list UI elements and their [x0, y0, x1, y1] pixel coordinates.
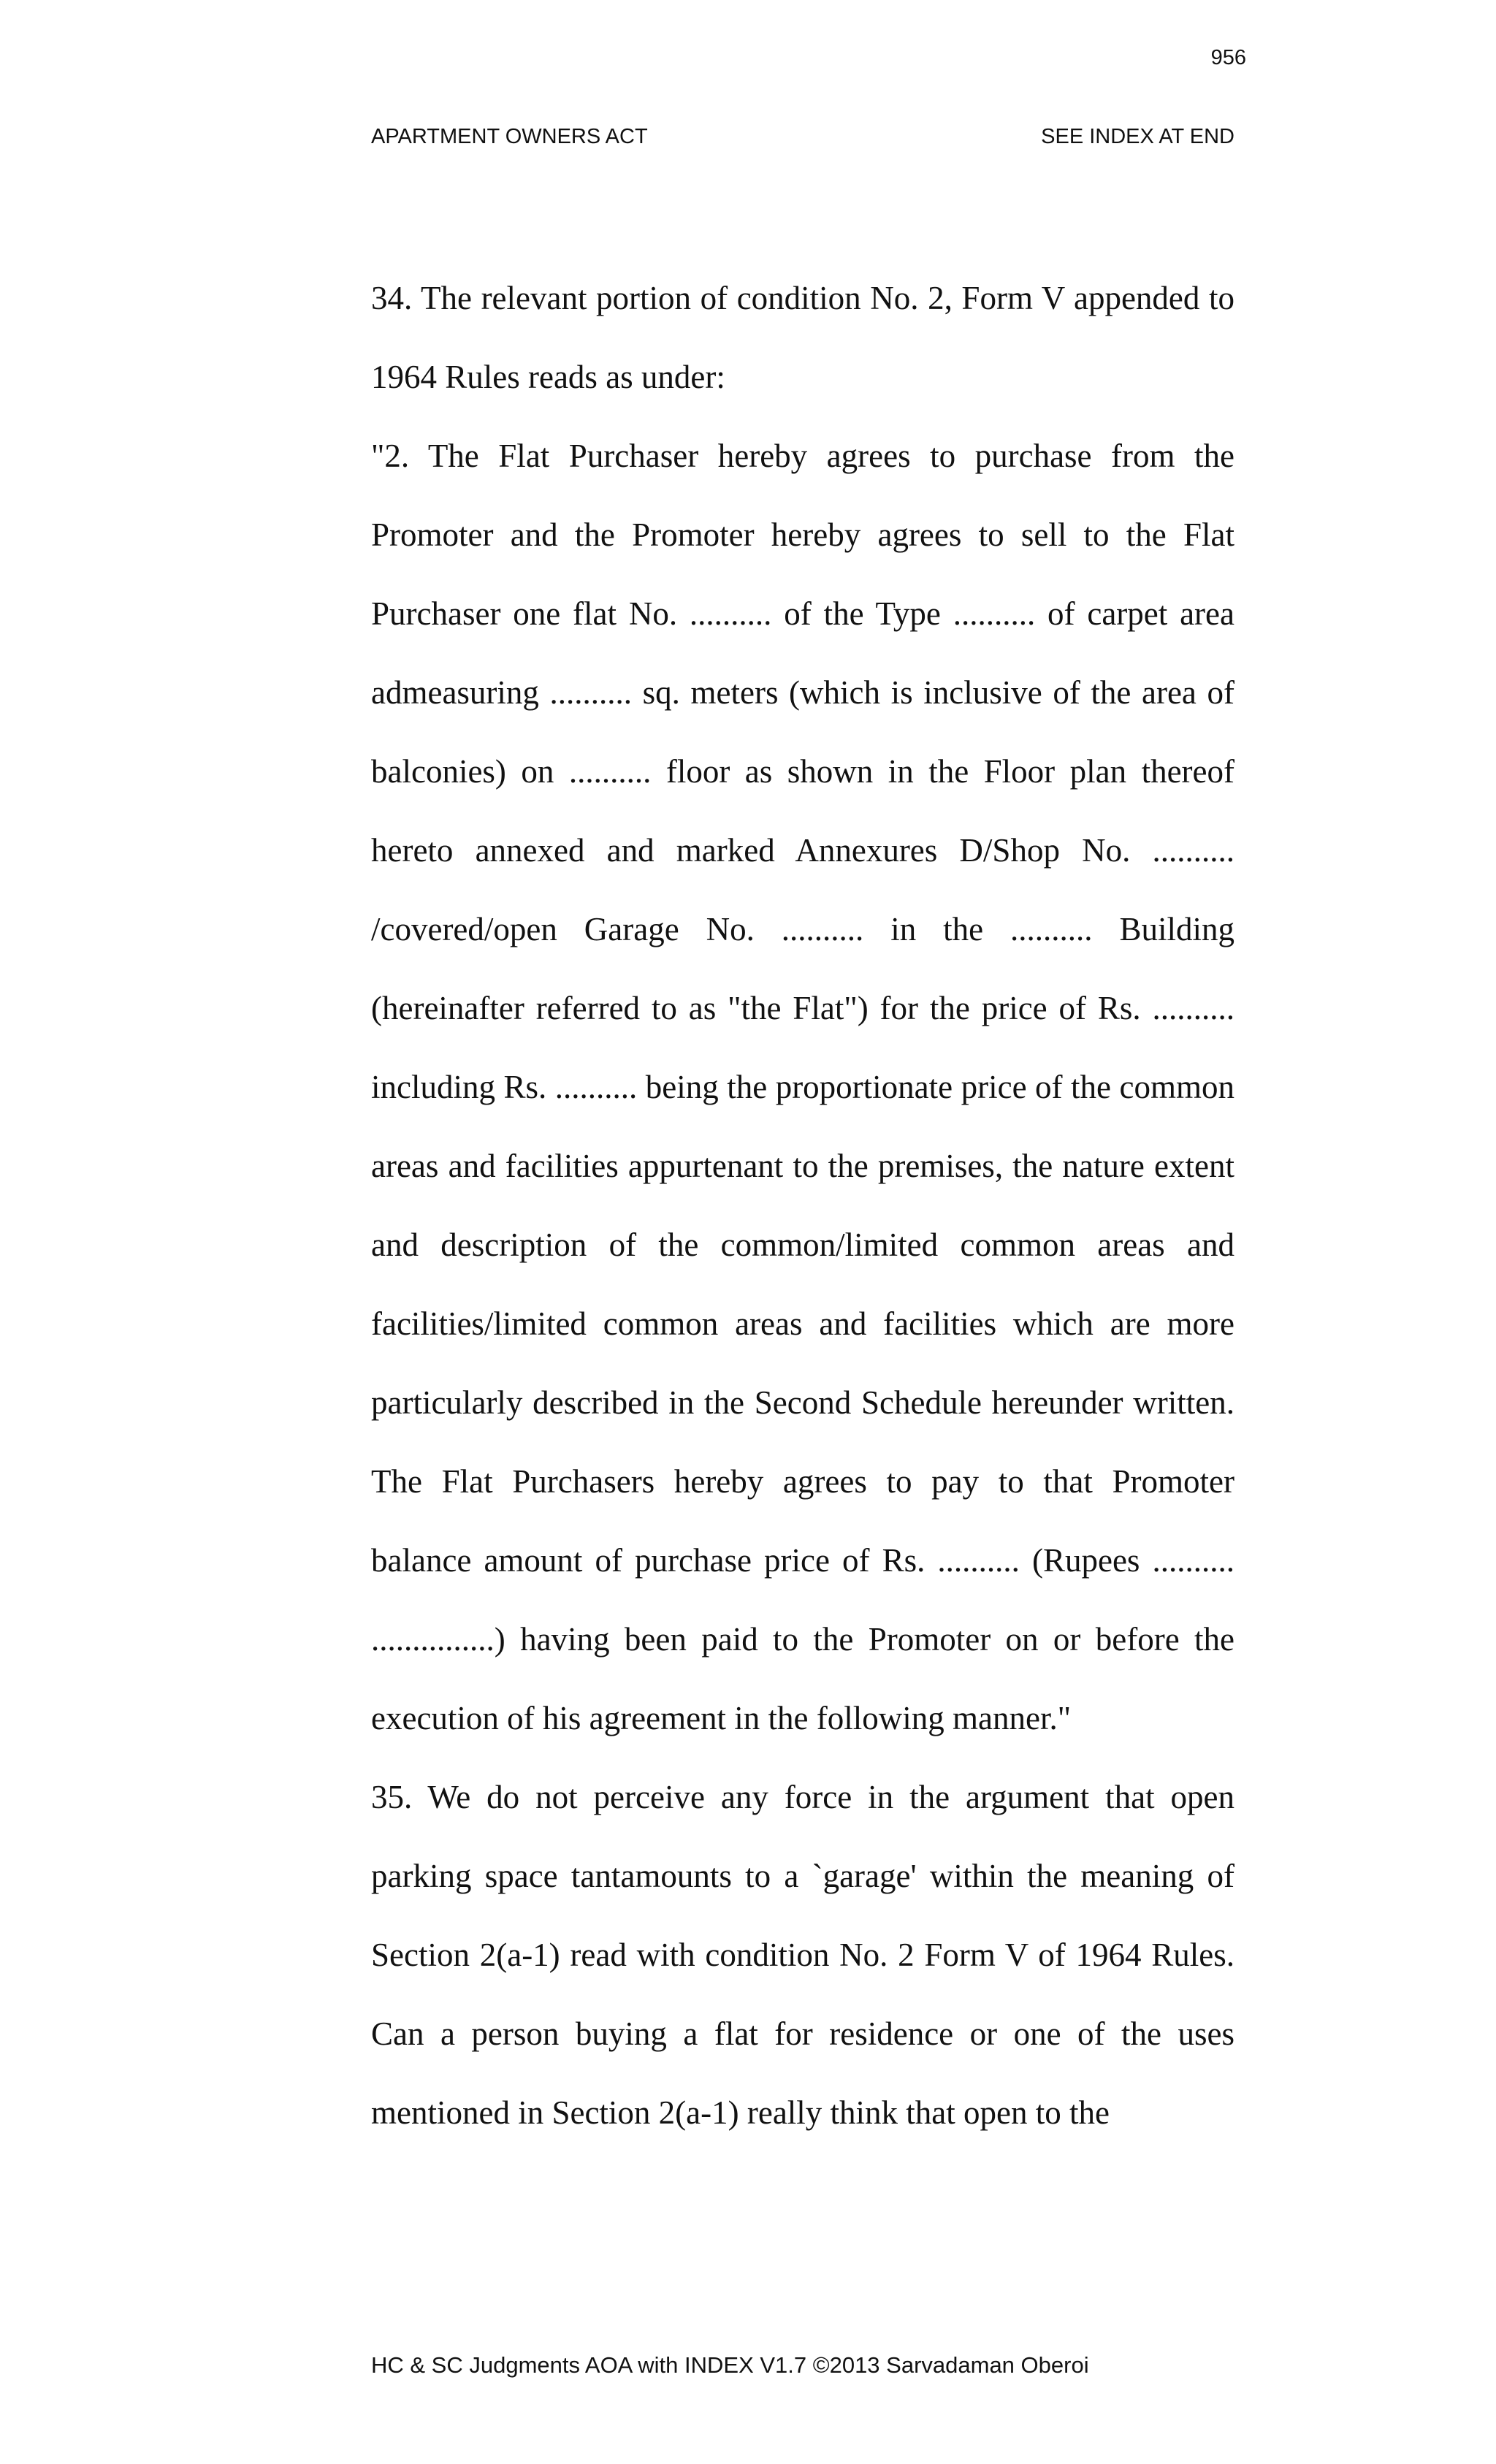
- paragraph-35: 35. We do not perceive any force in the argument that open parking space tantamounts to a `garage' within the meaning of Section 2(a-1) read with condition No. 2 Form V of 1964 Rules. Can a person buying a flat for residence or one of the uses mentioned in Section 2(a-1) really think that open to the: [371, 1779, 1234, 2131]
- running-header-title: APARTMENT OWNERS ACT: [371, 125, 648, 148]
- quoted-condition-2: "2. The Flat Purchaser hereby agrees to purchase from the Promoter and the Promoter hereby agrees to sell to the Flat Purchaser one flat No. .......... of the Type .......... of carpet area admeasuring .......... sq. meters (which is inclusive of the area of balconies) on .......... floor as shown in the Floor plan thereof hereto annexed and marked Annexures D/Shop No. .......... /covered/open Garage No. .......... in the .......... Building (hereinafter referred to as "the Flat") for the price of Rs. .......... including Rs. .......... being the proportionate price of the common areas and facilities appurtenant to the premises, the nature extent and description of the common/limited common areas and facilities/limited common areas and facilities which are more particularly described in the Second Schedule hereunder written. The Flat Purchasers hereby agrees to pay to that Promoter balance amount of purchase price of Rs. .......... (Rupees .......... ...............) having been paid to the Promoter on or before the execution of his agreement in the following manner.": [371, 438, 1234, 1736]
- paragraph-34: 34. The relevant portion of condition No. 2, Form V appended to 1964 Rules reads as under:: [371, 280, 1234, 395]
- page-footer: HC & SC Judgments AOA with INDEX V1.7 ©2013 Sarvadaman Oberoi: [371, 2352, 1089, 2378]
- running-header-index-note: SEE INDEX AT END: [1041, 125, 1234, 148]
- document-body: [371, 259, 1234, 2152]
- page-number: 956: [1210, 46, 1246, 69]
